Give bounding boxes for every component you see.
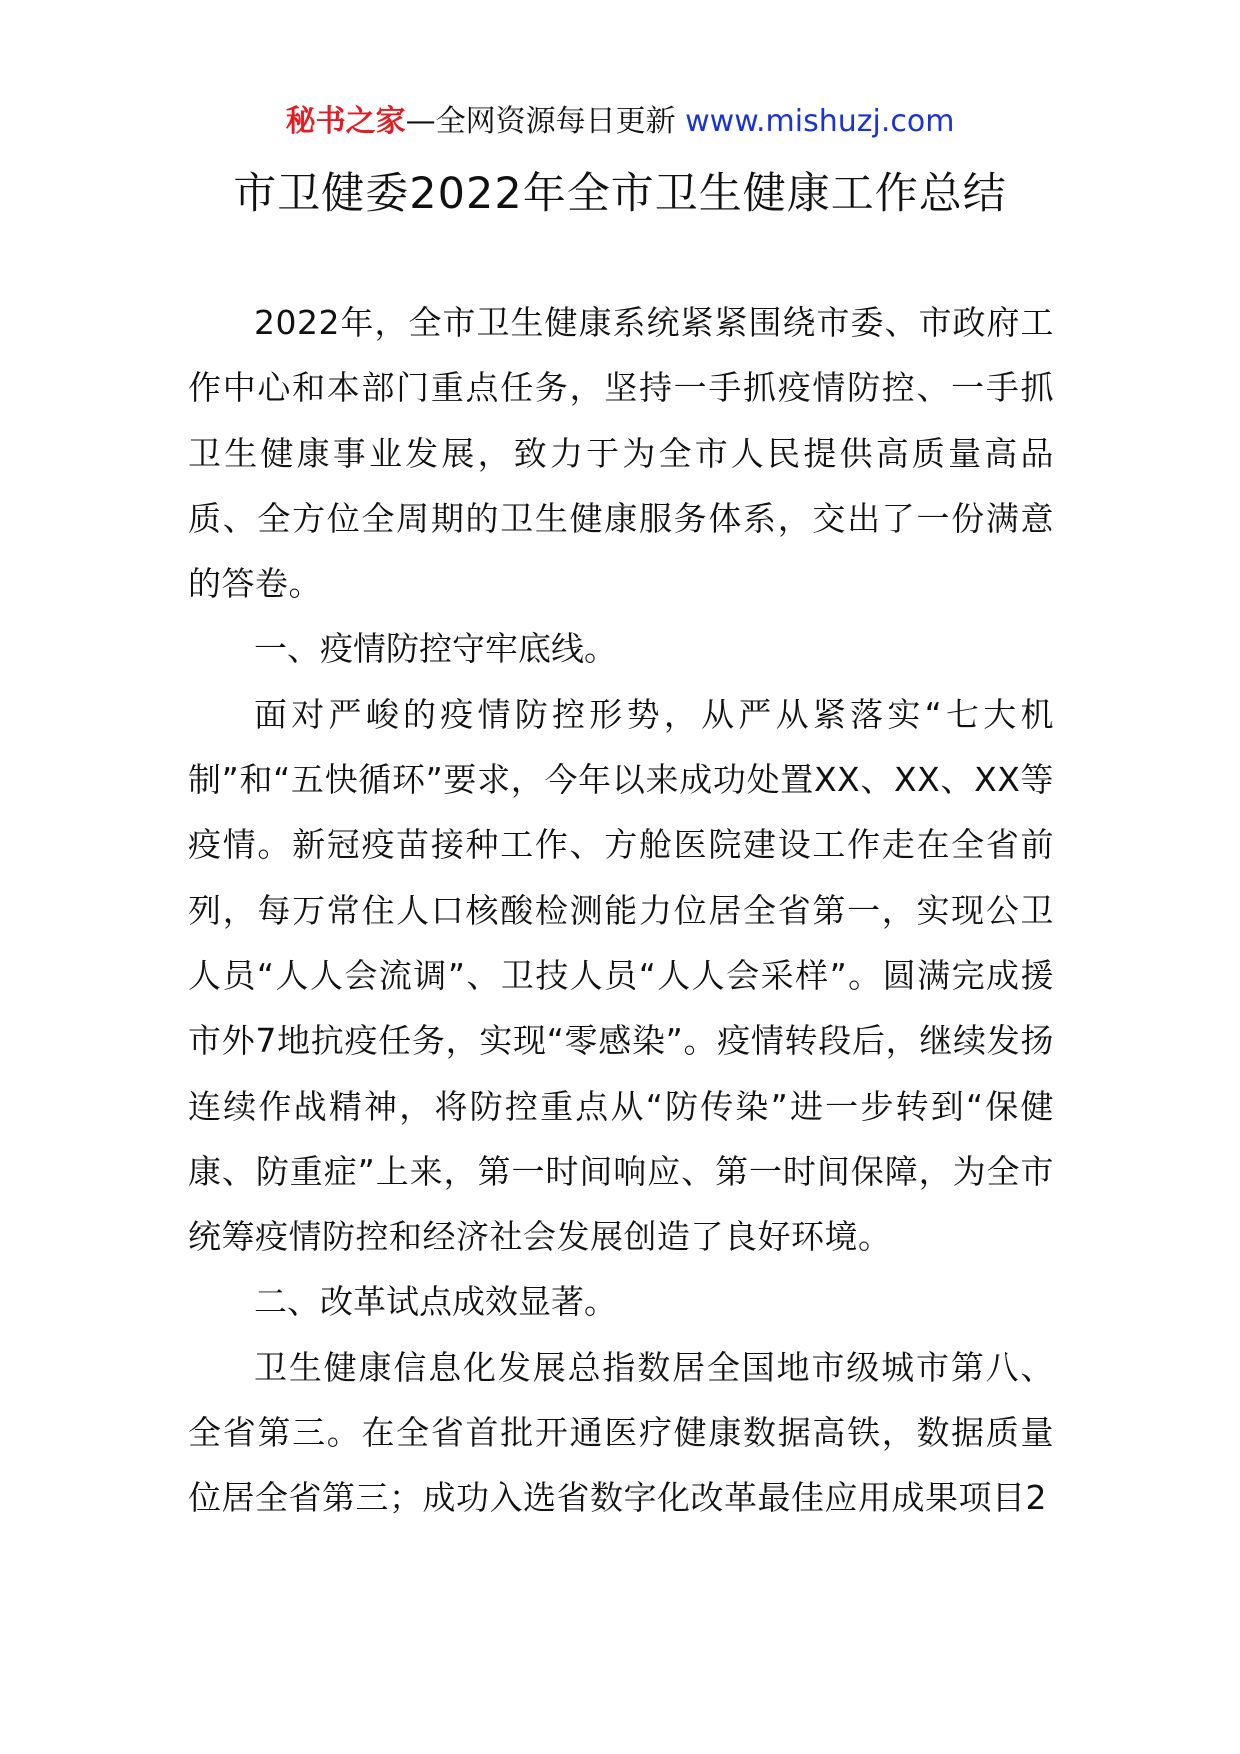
site-header [0, 100, 1240, 144]
section-1-paragraph: 面对严峻的疫情防控形势，从严从紧落实“七大机制”和“五快循环”要求，今年以来成功处置XX、XX、XX等疫情。新冠疫苗接种工作、方舱医院建设工作走在全省前列，每万常住人口核酸检测能力位居全省第一，实现公卫人员“人人会流调”、卫技人员“人人会采样”。圆满完成援市外7地抗疫任务，实现“零感染”。疫情转段后，继续发扬连续作战精神，将防控重点从“防传染”进一步转到“保健康、防重症”上来，第一时间响应、第一时间保障，为全市统筹疫情防控和经济社会发展创造了良好环境。 [188, 694, 1054, 1257]
intro-paragraph: 2022年，全市卫生健康系统紧紧围绕市委、市政府工作中心和本部门重点任务，坚持一手抓疫情防控、一手抓卫生健康事业发展，致力于为全市人民提供高质量高品质、全方位全周期的卫生健康服务体系，交出了一份满意的答卷。 [188, 303, 1054, 604]
brand-name: 秘书之家 [285, 104, 406, 139]
section-heading-1: 一、疫情防控守牢底线。 [254, 629, 617, 669]
document-body [188, 290, 1054, 1531]
section-heading-2: 二、改革试点成效显著。 [254, 1282, 617, 1322]
header-slogan: —全网资源每日更新 [405, 104, 686, 139]
document-title: 市卫健委2022年全市卫生健康工作总结 [233, 169, 1007, 219]
section-2-paragraph: 卫生健康信息化发展总指数居全国地市级城市第八、全省第三。在全省首批开通医疗健康数据高铁，数据质量位居全省第三；成功入选省数字化改革最佳应用成果项目2 [188, 1347, 1054, 1518]
site-url-link[interactable]: www.mishuzj.com [685, 104, 955, 139]
